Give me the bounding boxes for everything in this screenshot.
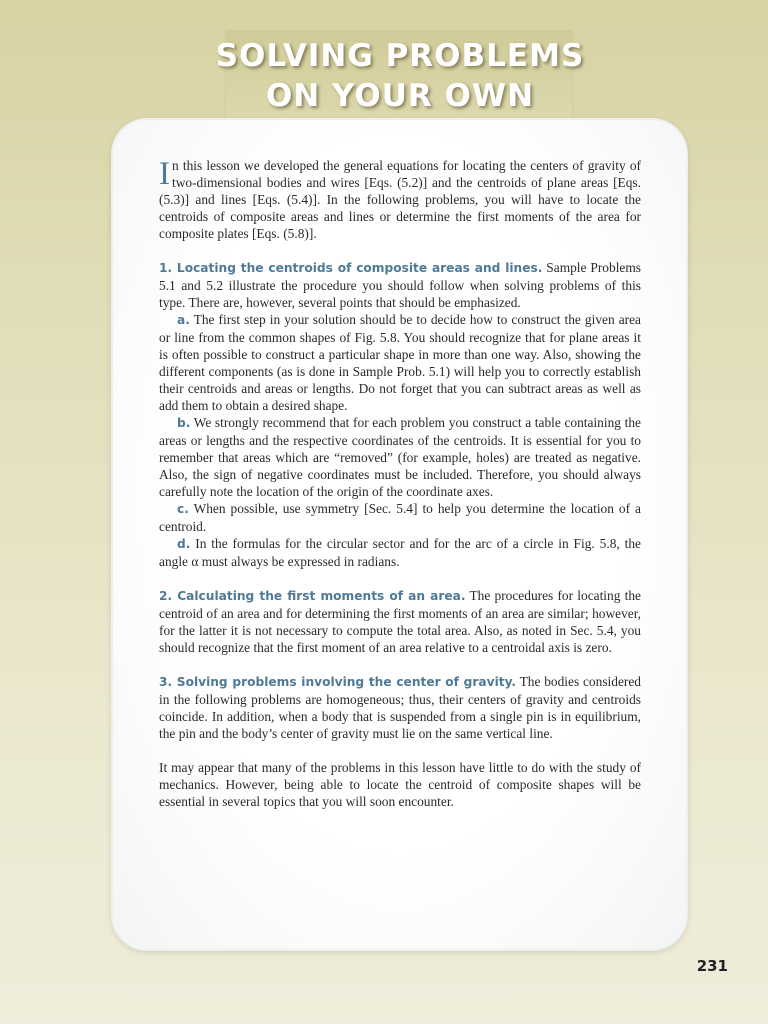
section-2-text: The procedures for locating the centroid of an area and for determining the first moments of an area are similar; however, for the latter it is not necessary to compute the total area. Also, as noted in Sec. 5.4, you should recognize that the first moment of an area relative to a centroidal axis is zero. — [159, 588, 641, 655]
closing-paragraph: It may appear that many of the problems in this lesson have little to do with the study of mechanics. However, being able to locate the centroid of composite shapes will be essential in several topics that you will soon encounter. — [159, 760, 641, 809]
title-line-2: ON YOUR OWN — [265, 78, 535, 114]
item-b-letter: b. — [177, 416, 191, 430]
content-panel — [113, 120, 686, 949]
page-title — [180, 36, 620, 116]
page-number: 231 — [696, 957, 728, 975]
item-d-letter: d. — [177, 537, 191, 551]
section-2-paragraph — [159, 587, 641, 656]
item-a-text: The first step in your solution should be to decide how to construct the given area or line from the common shapes of Fig. 5.8. You should recognize that for plane areas it is often possible to construct a particular shape in more than one way. Also, showing the different components (as is done in Sample Prob. 5.1) will help you to correctly establish their centroids and areas or lengths. Do not forget that you can subtract areas as well as add them to obtain a desired shape. — [159, 312, 641, 413]
item-d-text: In the formulas for the circular sector and for the arc of a circle in Fig. 5.8, the angle α must always be expressed in radians. — [159, 536, 641, 569]
drop-cap: I — [159, 156, 170, 192]
section-3-paragraph — [159, 673, 641, 742]
section-3-heading: 3. Solving problems involving the center of gravity. — [159, 675, 517, 689]
section-1-paragraph — [159, 259, 641, 311]
item-d — [159, 535, 641, 570]
item-c-letter: c. — [177, 502, 189, 516]
section-1-text: Sample Problems 5.1 and 5.2 illustrate the procedure you should follow when solving problems of this type. There are, however, several points that should be emphasized. — [159, 260, 641, 310]
section-1-heading: 1. Locating the centroids of composite areas and lines. — [159, 261, 543, 275]
item-c — [159, 500, 641, 535]
item-a — [159, 311, 641, 414]
intro-paragraph — [159, 157, 641, 242]
item-c-text: When possible, use symmetry [Sec. 5.4] to help you determine the location of a centroid. — [159, 501, 641, 534]
body-text — [159, 157, 641, 810]
intro-text: n this lesson we developed the general equations for locating the centers of gravity of two-dimensional bodies and wires [Eqs. (5.2)] and the centroids of plane areas [Eqs. (5.3)] and lines [Eqs. (5.4)]. In the following problems, you will have to locate the centroids of composite areas and lines or determine the first moments of the area for composite plates [Eqs. (5.8)]. — [159, 158, 641, 241]
item-a-letter: a. — [177, 313, 190, 327]
title-line-1: SOLVING PROBLEMS — [215, 38, 585, 74]
item-b-text: We strongly recommend that for each problem you construct a table containing the areas or lengths and the respective coordinates of the centroids. It is essential for you to remember that areas which are “removed” (for example, holes) are treated as negative. Also, the sign of negative coordinates must be included. Therefore, you should always carefully note the location of the origin of the coordinate axes. — [159, 415, 641, 499]
item-b — [159, 414, 641, 500]
section-3-text: The bodies considered in the following problems are homogeneous; thus, their centers of gravity and centroids coincide. In addition, when a body that is suspended from a single pin is in equilibrium, the pin and the body’s center of gravity must lie on the same vertical line. — [159, 674, 641, 741]
section-2-heading: 2. Calculating the first moments of an area. — [159, 589, 466, 603]
